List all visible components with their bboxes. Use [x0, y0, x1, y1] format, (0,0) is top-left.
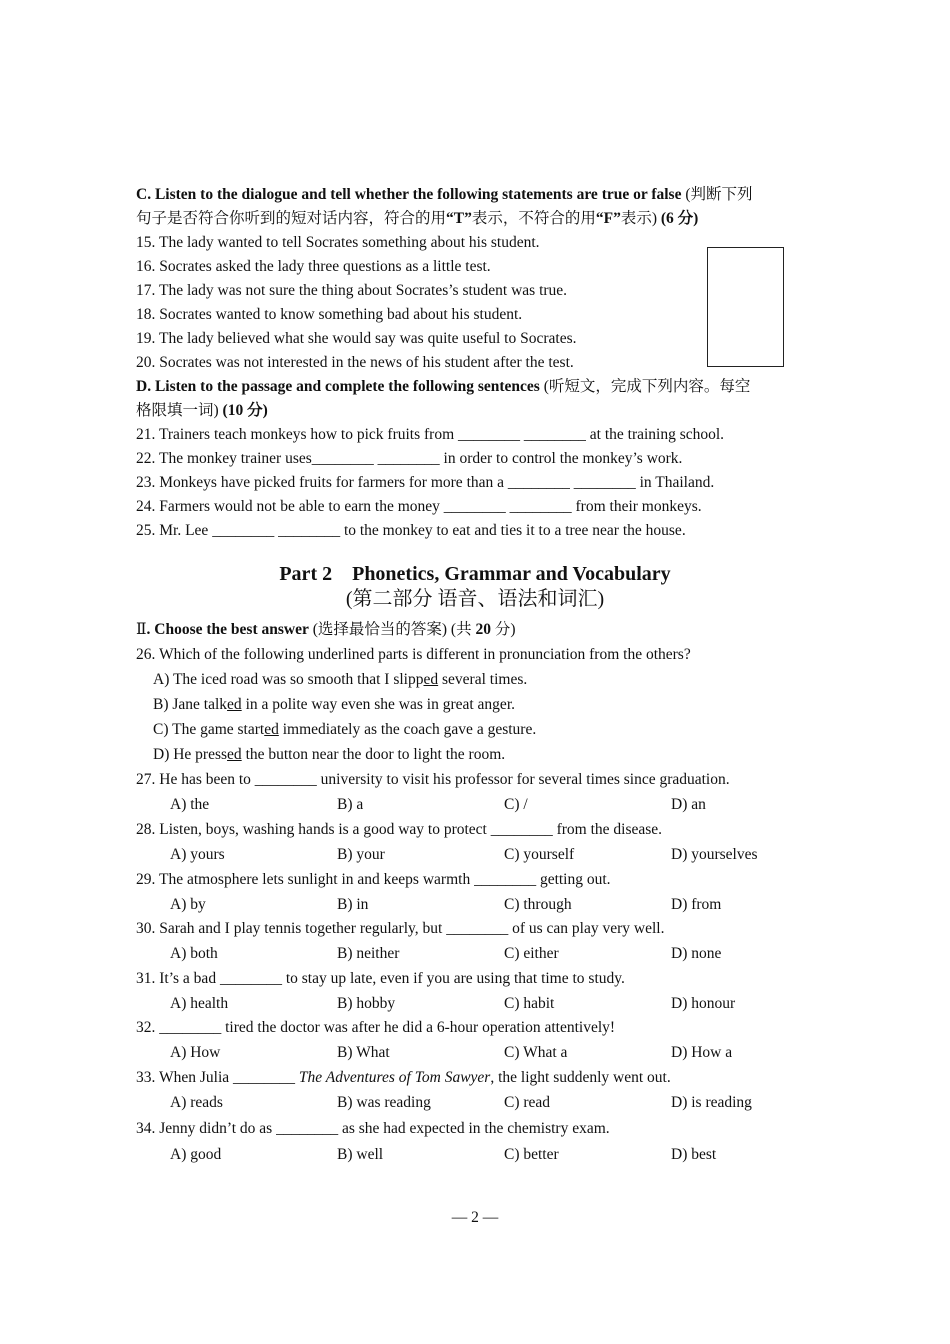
- section-ii-score: 20: [475, 621, 491, 638]
- section-d-score: (10 分): [222, 402, 268, 419]
- question-26-option-a: [153, 670, 527, 690]
- section-ii-numeral: Ⅱ: [136, 621, 147, 638]
- section-c-heading-f: “F”: [595, 210, 621, 227]
- question-16: 16. Socrates asked the lady three questions as a little test.: [136, 258, 491, 275]
- question-32-option-c[interactable]: C) What a: [504, 1044, 568, 1061]
- option-text: several times.: [438, 671, 528, 688]
- question-32-option-b[interactable]: B) What: [337, 1044, 390, 1061]
- underlined-part: ed: [227, 746, 242, 763]
- section-d-heading: [136, 377, 750, 397]
- option-text: the button near the door to light the room.: [241, 746, 506, 763]
- section-c-heading-t: “T”: [446, 210, 472, 227]
- question-25: 25. Mr. Lee ________ ________ to the monkey to eat and ties it to a tree near the house.: [136, 522, 686, 539]
- option-text: D) He press: [153, 746, 228, 763]
- question-32-option-d[interactable]: D) How a: [671, 1044, 733, 1061]
- section-c-heading-bold: C. Listen to the dialogue and tell whether the following statements are true or false: [136, 186, 682, 203]
- section-ii-heading-rest: (选择最恰当的答案) (共: [308, 621, 476, 638]
- book-title: The Adventures of Tom Sawyer: [298, 1069, 491, 1086]
- question-28-stem: 28. Listen, boys, washing hands is a good way to protect ________ from the disease.: [136, 821, 663, 838]
- question-34-stem: 34. Jenny didn’t do as ________ as she had expected in the chemistry exam.: [136, 1120, 610, 1137]
- question-15: 15. The lady wanted to tell Socrates something about his student.: [136, 234, 540, 251]
- section-d-heading-line2: [136, 401, 268, 421]
- section-d-heading-bold: D. Listen to the passage and complete the following sentences: [136, 378, 540, 395]
- question-28-option-c[interactable]: C) yourself: [504, 846, 575, 863]
- underlined-part: ed: [264, 721, 279, 738]
- question-30-option-a[interactable]: A) both: [170, 945, 218, 962]
- question-21: 21. Trainers teach monkeys how to pick fruits from ________ ________ at the training school.: [136, 426, 725, 443]
- section-ii-heading-bold: . Choose the best answer: [146, 621, 309, 638]
- question-31-stem: 31. It’s a bad ________ to stay up late, even if you are using that time to study.: [136, 970, 625, 987]
- answer-box[interactable]: [707, 247, 784, 367]
- question-29-option-c[interactable]: C) through: [504, 896, 572, 913]
- page-number: — 2 —: [451, 1209, 499, 1226]
- question-27-option-c[interactable]: C) /: [504, 796, 528, 813]
- part-2-title: Part 2 Phonetics, Grammar and Vocabulary: [279, 563, 671, 585]
- stem-text: , the light suddenly went out.: [490, 1069, 671, 1086]
- section-d-heading-text: 格限填一词): [136, 402, 223, 419]
- question-30-option-d[interactable]: D) none: [671, 945, 722, 962]
- question-30-option-c[interactable]: C) either: [504, 945, 559, 962]
- question-32-option-a[interactable]: A) How: [170, 1044, 221, 1061]
- question-33-option-a[interactable]: A) reads: [170, 1094, 223, 1111]
- section-ii-heading: [136, 620, 516, 640]
- question-19: 19. The lady believed what she would say was quite useful to Socrates.: [136, 330, 577, 347]
- option-text: A) The iced road was so smooth that I slipp: [153, 671, 424, 688]
- question-34-option-b[interactable]: B) well: [337, 1146, 384, 1163]
- option-text: immediately as the coach gave a gesture.: [278, 721, 537, 738]
- question-24: 24. Farmers would not be able to earn the money ________ ________ from their monkeys.: [136, 498, 702, 515]
- option-text: C) The game start: [153, 721, 265, 738]
- question-32-stem: 32. ________ tired the doctor was after he did a 6-hour operation attentively!: [136, 1019, 616, 1036]
- question-27-stem: 27. He has been to ________ university to visit his professor for several times since graduation.: [136, 771, 730, 788]
- section-c-score: (6 分): [660, 210, 699, 227]
- question-31-option-c[interactable]: C) habit: [504, 995, 555, 1012]
- section-c-heading-text-b: 表示，不符合的用: [471, 210, 596, 227]
- question-26-option-b: [153, 695, 515, 715]
- underlined-part: ed: [227, 696, 242, 713]
- question-28-option-b[interactable]: B) your: [337, 846, 385, 863]
- question-33-stem: [136, 1068, 671, 1088]
- question-27-option-d[interactable]: D) an: [671, 796, 706, 813]
- question-31-option-b[interactable]: B) hobby: [337, 995, 396, 1012]
- question-28-option-d[interactable]: D) yourselves: [671, 846, 758, 863]
- question-26-option-c: [153, 720, 536, 740]
- question-28-option-a[interactable]: A) yours: [170, 846, 225, 863]
- section-c-heading-text-a: 句子是否符合你听到的短对话内容，符合的用: [136, 210, 447, 227]
- question-34-option-c[interactable]: C) better: [504, 1146, 559, 1163]
- question-33-option-c[interactable]: C) read: [504, 1094, 551, 1111]
- section-c-heading-text-c: 表示): [620, 210, 661, 227]
- underlined-part: ed: [423, 671, 439, 688]
- question-33-option-b[interactable]: B) was reading: [337, 1094, 431, 1111]
- question-20: 20. Socrates was not interested in the news of his student after the test.: [136, 354, 574, 371]
- question-29-option-a[interactable]: A) by: [170, 896, 206, 913]
- section-c-heading-line2: [136, 209, 698, 229]
- question-31-option-a[interactable]: A) health: [170, 995, 229, 1012]
- question-27-option-b[interactable]: B) a: [337, 796, 364, 813]
- option-text: in a polite way even she was in great anger.: [241, 696, 515, 713]
- question-18: 18. Socrates wanted to know something bad about his student.: [136, 306, 523, 323]
- question-17: 17. The lady was not sure the thing about Socrates’s student was true.: [136, 282, 568, 299]
- question-33-option-d[interactable]: D) is reading: [671, 1094, 752, 1111]
- question-30-option-b[interactable]: B) neither: [337, 945, 400, 962]
- question-31-option-d[interactable]: D) honour: [671, 995, 736, 1012]
- question-34-option-a[interactable]: A) good: [170, 1146, 222, 1163]
- section-ii-heading-end: 分): [490, 621, 516, 638]
- stem-text: 33. When Julia ________: [136, 1069, 299, 1086]
- question-26-option-d: [153, 745, 505, 765]
- option-text: B) Jane talk: [153, 696, 228, 713]
- question-29-stem: 29. The atmosphere lets sunlight in and keeps warmth ________ getting out.: [136, 871, 611, 888]
- section-d-heading-rest: (听短文，完成下列内容。每空: [539, 378, 751, 395]
- question-22: 22. The monkey trainer uses________ ________ in order to control the monkey’s work.: [136, 450, 683, 467]
- question-34-option-d[interactable]: D) best: [671, 1146, 717, 1163]
- question-29-option-b[interactable]: B) in: [337, 896, 369, 913]
- question-26-stem: 26. Which of the following underlined parts is different in pronunciation from the others?: [136, 646, 691, 663]
- question-27-option-a[interactable]: A) the: [170, 796, 210, 813]
- section-c-heading: [136, 185, 753, 205]
- part-2-subtitle: (第二部分 语音、语法和词汇): [345, 588, 605, 610]
- question-30-stem: 30. Sarah and I play tennis together regularly, but ________ of us can play very well.: [136, 920, 665, 937]
- section-c-heading-rest: (判断下列: [681, 186, 753, 203]
- question-23: 23. Monkeys have picked fruits for farmers for more than a ________ ________ in Thailand.: [136, 474, 715, 491]
- question-29-option-d[interactable]: D) from: [671, 896, 722, 913]
